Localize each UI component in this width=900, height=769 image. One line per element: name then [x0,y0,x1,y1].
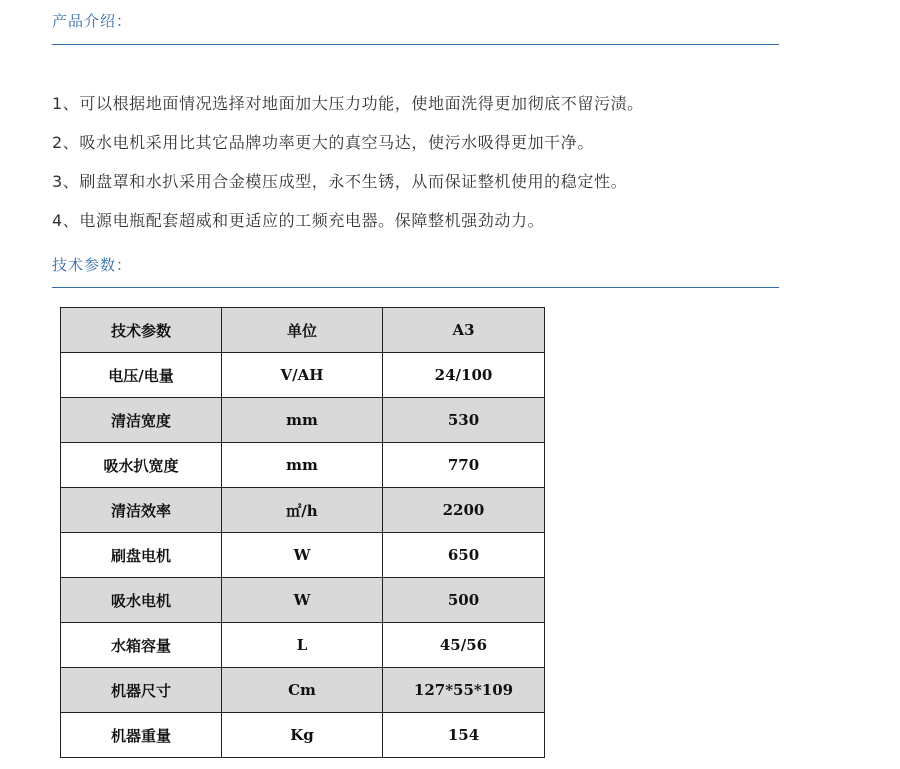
value-cell: 650 [383,533,545,578]
unit-cell: Kg [222,713,383,758]
unit-cell: Cm [222,668,383,713]
header-cell-model: A3 [383,308,545,353]
table-row [61,533,545,578]
table-row [61,623,545,668]
specs-divider [52,287,779,288]
tech-specs-heading: 技术参数： [52,256,133,274]
param-name-cell: 吸水扒宽度 [61,443,222,488]
header-cell-parameter: 技术参数 [61,308,222,353]
value-cell: 500 [383,578,545,623]
feature-item: 4、电源电瓶配套超威和更适应的工频充电器。保障整机强劲动力。 [52,211,545,230]
unit-cell: V/AH [222,353,383,398]
unit-cell: mm [222,443,383,488]
unit-cell: mm [222,398,383,443]
feature-item: 2、吸水电机采用比其它品牌功率更大的真空马达，使污水吸得更加干净。 [52,133,594,152]
table-row [61,713,545,758]
value-cell: 45/56 [383,623,545,668]
param-name-cell: 机器尺寸 [61,668,222,713]
param-name-cell: 吸水电机 [61,578,222,623]
header-cell-unit: 单位 [222,308,383,353]
unit-cell: L [222,623,383,668]
table-row [61,488,545,533]
table-row [61,578,545,623]
param-name-cell: 刷盘电机 [61,533,222,578]
value-cell: 2200 [383,488,545,533]
feature-item: 3、刷盘罩和水扒采用合金模压成型，永不生锈，从而保证整机使用的稳定性。 [52,172,628,191]
value-cell: 770 [383,443,545,488]
value-cell: 530 [383,398,545,443]
feature-list [52,92,644,248]
param-name-cell: 电压/电量 [61,353,222,398]
intro-divider [52,44,779,45]
specs-table [60,307,545,758]
table-row [61,443,545,488]
table-row [61,668,545,713]
feature-item: 1、可以根据地面情况选择对地面加大压力功能，使地面洗得更加彻底不留污渍。 [52,94,644,113]
param-name-cell: 水箱容量 [61,623,222,668]
unit-cell: W [222,578,383,623]
unit-cell: W [222,533,383,578]
product-intro-heading: 产品介绍： [52,12,133,30]
param-name-cell: 机器重量 [61,713,222,758]
table-header-row [61,308,545,353]
value-cell: 127*55*109 [383,668,545,713]
table-row [61,398,545,443]
table-row [61,353,545,398]
param-name-cell: 清洁宽度 [61,398,222,443]
unit-cell: ㎡/h [222,488,383,533]
param-name-cell: 清洁效率 [61,488,222,533]
value-cell: 24/100 [383,353,545,398]
value-cell: 154 [383,713,545,758]
